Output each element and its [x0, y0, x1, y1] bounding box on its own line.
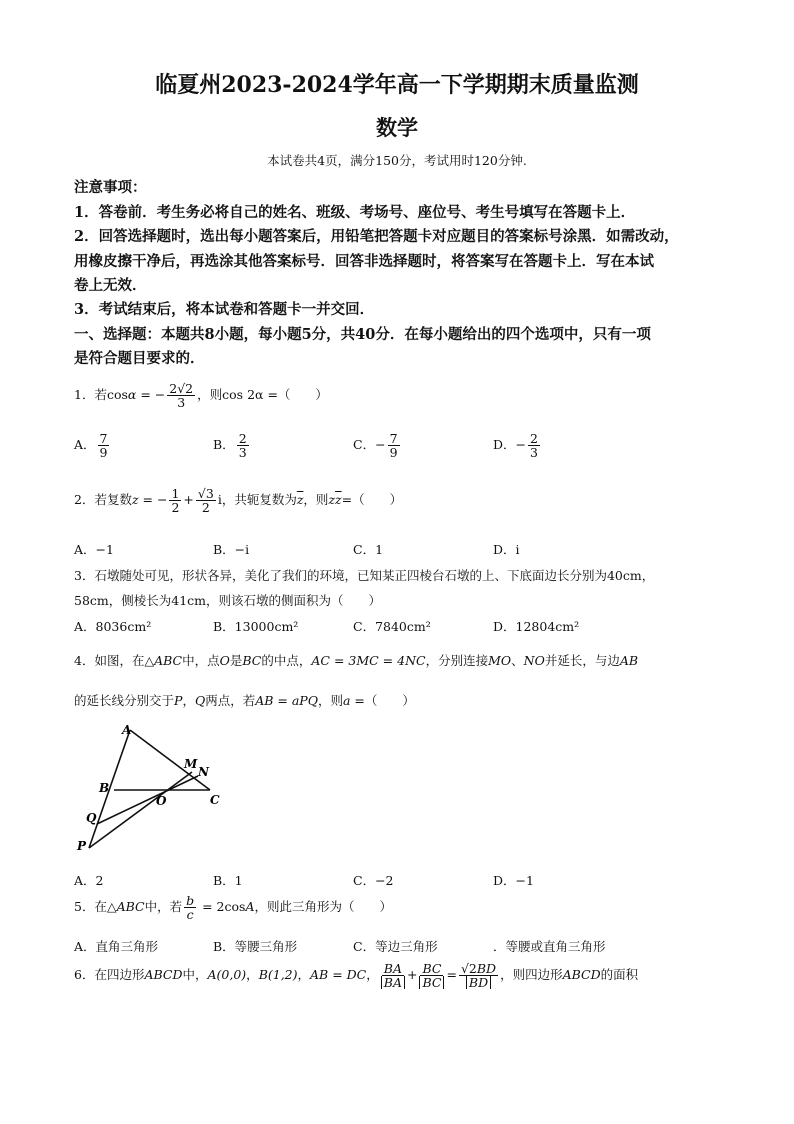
- q3-option-c: C．7840cm²: [353, 619, 431, 634]
- question-5: 5．在△ABC中，若 $\frac{b}{c}$ = 2cosA，则此三角形为（ ）: [74, 893, 392, 923]
- q2-option-a: A．−1: [74, 542, 114, 557]
- notice-item-2-line-2: 用橡皮擦干净后，再选涂其他答案标号．回答非选择题时，将答案写在答题卡上．写在本试: [74, 253, 654, 270]
- q5-option-d: ．等腰或直角三角形: [493, 939, 606, 954]
- q4-vector-equation: AC = 3MC = 4NC: [311, 653, 426, 668]
- notice-item-1: 1．答卷前．考生务必将自己的姓名、班级、考场号、座位号、考生号填写在答题卡上．: [74, 204, 636, 221]
- figure-label-n: N: [198, 765, 209, 779]
- question-6: 6．在四边形ABCD中，A(0,0)，B(1,2)，AB = DC， $\frac{BA}{BA}$ + $\frac{BC}{BC}$ = $\frac{√2BD}{BD}$ ，则四边形ABCD的面积: [74, 961, 639, 991]
- figure-label-q: Q: [86, 811, 97, 825]
- q1-fraction: $\frac{2√2}{3}$: [169, 381, 194, 411]
- section-1-line-2: 是符合题目要求的．: [74, 350, 205, 367]
- q4-option-a: A．2: [74, 873, 104, 888]
- exam-subject: 数学: [376, 115, 418, 140]
- question-3-line-2: 58cm，侧棱长为41cm，则该石墩的侧面积为（ ）: [74, 593, 382, 608]
- question-4-line-2: 的延长线分别交于P，Q两点，若AB = aPQ，则a =（ ）: [74, 693, 415, 708]
- notice-item-3: 3．考试结束后，将本试卷和答题卡一并交回．: [74, 301, 375, 318]
- exam-title: 临夏州2023-2024学年高一下学期期末质量监测: [155, 72, 639, 98]
- q1-option-d: D．− $\frac{2}{3}$: [493, 431, 538, 461]
- q2-option-b: B．−i: [213, 542, 250, 557]
- notice-item-2-line-3: 卷上无效．: [74, 277, 147, 294]
- q3-option-b: B．13000cm²: [213, 619, 299, 634]
- q3-option-d: D．12804cm²: [493, 619, 580, 634]
- section-1-line-1: 一、选择题：本题共8小题，每小题5分，共40分．在每小题给出的四个选项中，只有一项: [74, 326, 651, 343]
- figure-label-c: C: [210, 793, 220, 807]
- line-a-p: [89, 730, 130, 848]
- q2-option-c: C．1: [353, 542, 384, 557]
- exam-info: 本试卷共4页，满分150分，考试用时120分钟.: [267, 153, 527, 168]
- question-3-line-1: 3．石墩随处可见，形状各异，美化了我们的环境，已知某正四棱台石墩的上、下底面边长分别为40cm，: [74, 568, 655, 583]
- notice-heading: 注意事项：: [74, 179, 147, 196]
- q4-triangle-figure: [74, 722, 234, 857]
- q2-option-d: D．i: [493, 542, 520, 557]
- q5-option-b: B．等腰三角形: [213, 939, 298, 954]
- question-2: 2．若复数z = − $\frac{1}{2}$ + $\frac{√3}{2}$ i，共轭复数为$\overline{z}$，则$z\overline{z}=$（ ）: [74, 486, 403, 516]
- figure-label-m: M: [184, 757, 198, 771]
- q3-option-a: A．8036cm²: [74, 619, 152, 634]
- q5-option-a: A．直角三角形: [74, 939, 159, 954]
- q1-option-a: A． $\frac{7}{9}$: [74, 431, 108, 461]
- q4-option-c: C．−2: [353, 873, 394, 888]
- q1-option-c: C．− $\frac{7}{9}$: [353, 431, 398, 461]
- notice-item-2-line-1: 2．回答选择题时，选出每小题答案后，用铅笔把答题卡对应题目的答案标号涂黑．如需改动，: [74, 228, 679, 245]
- figure-label-a: A: [122, 723, 132, 737]
- q5-option-c: C．等边三角形: [353, 939, 438, 954]
- q4-option-b: B．1: [213, 873, 243, 888]
- figure-label-o: O: [156, 794, 167, 808]
- line-a-c: [130, 730, 210, 790]
- question-4-line-1: 4．如图，在△ABC中，点O是BC的中点，AC = 3MC = 4NC，分别连接MO、NO并延长，与边AB: [74, 653, 639, 668]
- figure-label-p: P: [77, 839, 87, 853]
- question-1: 1．若cosα = − $\frac{2√2}{3}$ ，则cos 2α =（ ）: [74, 381, 328, 411]
- q1-option-b: B． $\frac{2}{3}$: [213, 431, 247, 461]
- q4-option-d: D．−1: [493, 873, 534, 888]
- figure-label-b: B: [99, 781, 110, 795]
